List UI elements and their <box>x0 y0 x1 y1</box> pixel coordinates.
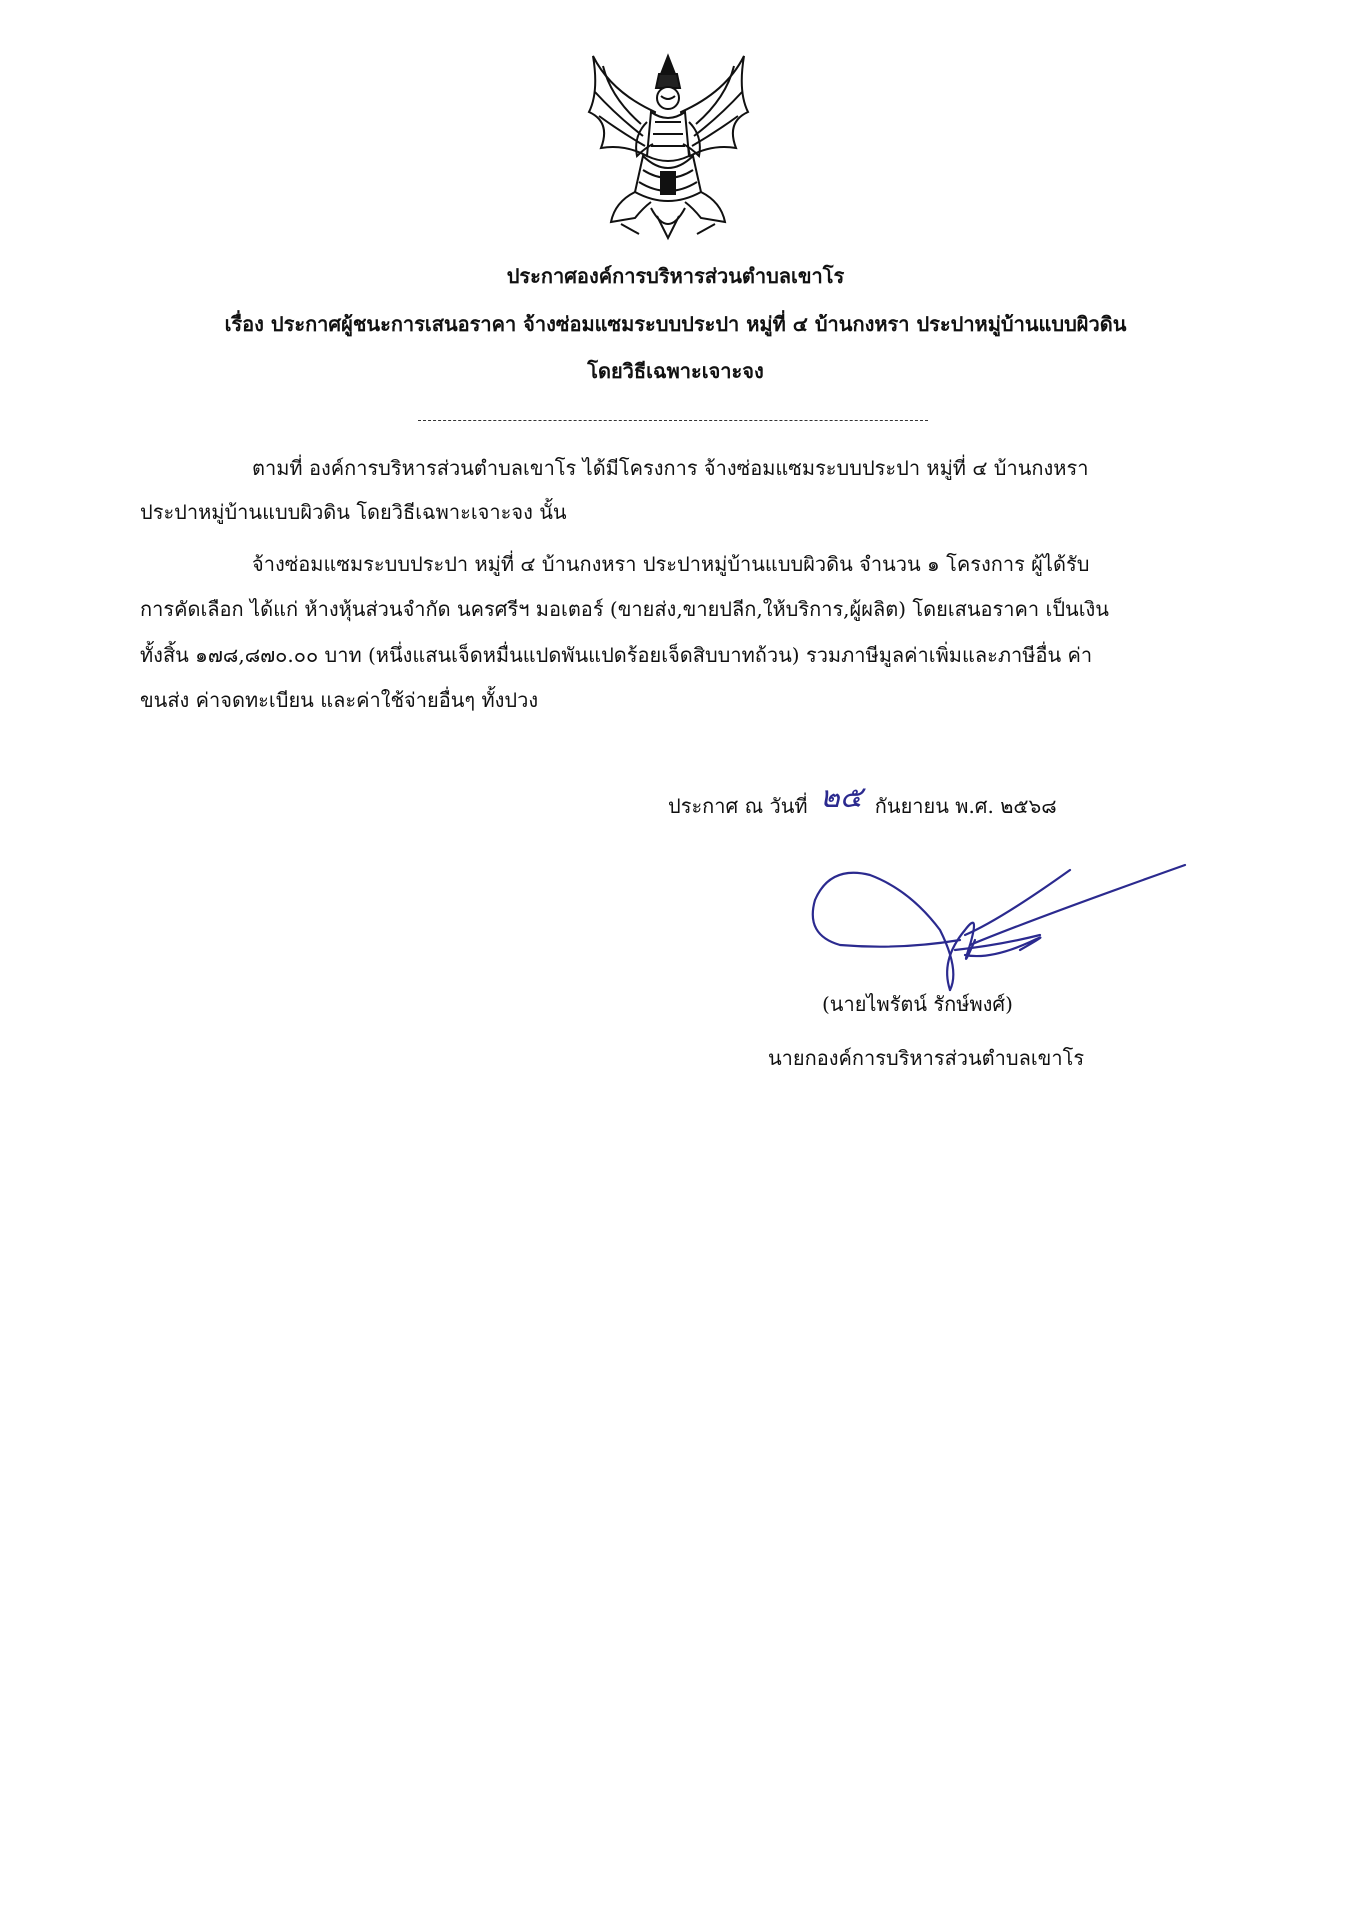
date-prefix: ประกาศ ณ วันที่ <box>668 794 808 818</box>
para2-line3: ทั้งสิ้น ๑๗๘,๘๗๐.๐๐ บาท (หนึ่งแสนเจ็ดหมื่นแปดพันแปดร้อยเจ็ดสิบบาทถ้วน) รวมภาษีมูลค่าเพิ่มและภาษีอื่น ค่า <box>140 643 1093 667</box>
date-day-handwritten: ๒๕ <box>819 780 863 815</box>
garuda-emblem-icon <box>581 52 756 244</box>
document-subject-line2: โดยวิธีเฉพาะเจาะจง <box>587 359 764 383</box>
para2-line4: ขนส่ง ค่าจดทะเบียน และค่าใช้จ่ายอื่นๆ ทั้งปวง <box>140 688 539 712</box>
dashed-divider <box>418 420 928 421</box>
document-title: ประกาศองค์การบริหารส่วนตำบลเขาโร <box>506 264 845 288</box>
signer-name: (นายไพรัตน์ รักษ์พงศ์) <box>822 992 1013 1016</box>
signer-title: นายกองค์การบริหารส่วนตำบลเขาโร <box>768 1046 1085 1070</box>
para2-line2: การคัดเลือก ได้แก่ ห้างหุ้นส่วนจำกัด นครศรีฯ มอเตอร์ (ขายส่ง,ขายปลีก,ให้บริการ,ผู้ผลิต) โดยเสนอราคา เป็นเงิน <box>140 597 1109 621</box>
announcement-date <box>668 780 1057 820</box>
date-suffix: กันยายน พ.ศ. ๒๕๖๘ <box>874 794 1057 818</box>
para1-line2: ประปาหมู่บ้านแบบผิวดิน โดยวิธีเฉพาะเจาะจง นั้น <box>140 500 567 524</box>
para1-line1: ตามที่ องค์การบริหารส่วนตำบลเขาโร ได้มีโครงการ จ้างซ่อมแซมระบบประปา หมู่ที่ ๔ บ้านกงหรา <box>252 456 1089 480</box>
document-subject: เรื่อง ประกาศผู้ชนะการเสนอราคา จ้างซ่อมแซมระบบประปา หมู่ที่ ๔ บ้านกงหรา ประปาหมู่บ้านแบบผิวดิน <box>224 312 1127 336</box>
para2-line1: จ้างซ่อมแซมระบบประปา หมู่ที่ ๔ บ้านกงหรา ประปาหมู่บ้านแบบผิวดิน จำนวน ๑ โครงการ ผู้ได้รับ <box>252 552 1090 576</box>
handwritten-signature-icon <box>800 850 1190 1000</box>
